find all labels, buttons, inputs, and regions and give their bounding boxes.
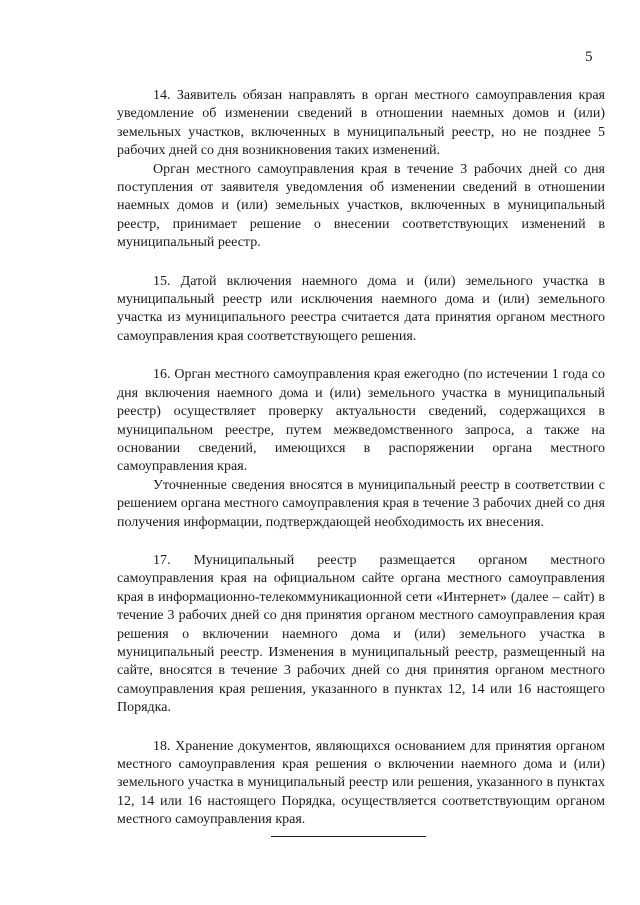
section-14 [117,87,605,253]
section-spacer [117,253,605,273]
section-spacer [117,346,605,366]
paragraph-14-2: Орган местного самоуправления края в течение 3 рабочих дней со дня поступления от заявителя уведомления об изменении сведений в отношении наемных домов и (или) земельных участков, включенных в муниципальный реестр, принимает решение о внесении соответствующих изменений в муниципальный реестр. [117,161,605,251]
section-17 [117,552,605,718]
page-number: 5 [585,49,593,65]
paragraph-16-1: 16. Орган местного самоуправления края ежегодно (по истечении 1 года со дня включения наемного дома и (или) земельного участка в муниципальный реестр) осуществляет проверку актуальности сведений, содержащихся в муниципальном реестре, путем межведомственного запроса, а также на основании сведений, имеющихся в распоряжении органа местного самоуправления края. [117,367,605,475]
section-spacer [117,532,605,552]
paragraph-18-1: 18. Хранение документов, являющихся основанием для принятия органом местного самоуправления края решения о включении наемного дома и (или) земельного участка в муниципальный реестр или решения, указанного в пунктах 12, 14 или 16 настоящего Порядка, осуществляется соответствующим органом местного самоуправления края. [117,738,605,828]
section-spacer [117,718,605,738]
section-16 [117,366,605,532]
paragraph-14-1: 14. Заявитель обязан направлять в орган местного самоуправления края уведомление об изменении сведений в отношении наемных домов и (или) земельных участков, включенных в муниципальный реестр, но не позднее 5 рабочих дней со дня возникновения таких изменений. [117,88,605,159]
section-15 [117,273,605,347]
paragraph-15-1: 15. Датой включения наемного дома и (или) земельного участка в муниципальный реестр или исключения наемного дома и (или) земельного участка из муниципального реестра считается дата принятия органом местного самоуправления края соответствующего решения. [117,273,605,344]
document-body [117,87,605,830]
paragraph-16-2: Уточненные сведения вносятся в муниципальный реестр в соответствии с решением органа местного самоуправления края в течение 3 рабочих дней со дня получения информации, подтверждающей необходимость их внесения. [117,477,605,530]
section-18 [117,738,605,830]
end-of-document-rule [271,836,426,837]
paragraph-17-1: 17. Муниципальный реестр размещается органом местного самоуправления края на официальном сайте органа местного самоуправления края в информационно-телекоммуникационной сети «Интернет» (далее – сайт) в течение 3 рабочих дней со дня принятия органом местного самоуправления края решения о включении наемного дома и (или) земельного участка в муниципальный реестр. Изменения в муниципальный реестр, размещенный на сайте, вносятся в течение 3 рабочих дней со дня принятия органом местного самоуправления края решения, указанного в пунктах 12, 14 или 16 настоящего Порядка. [117,552,605,716]
